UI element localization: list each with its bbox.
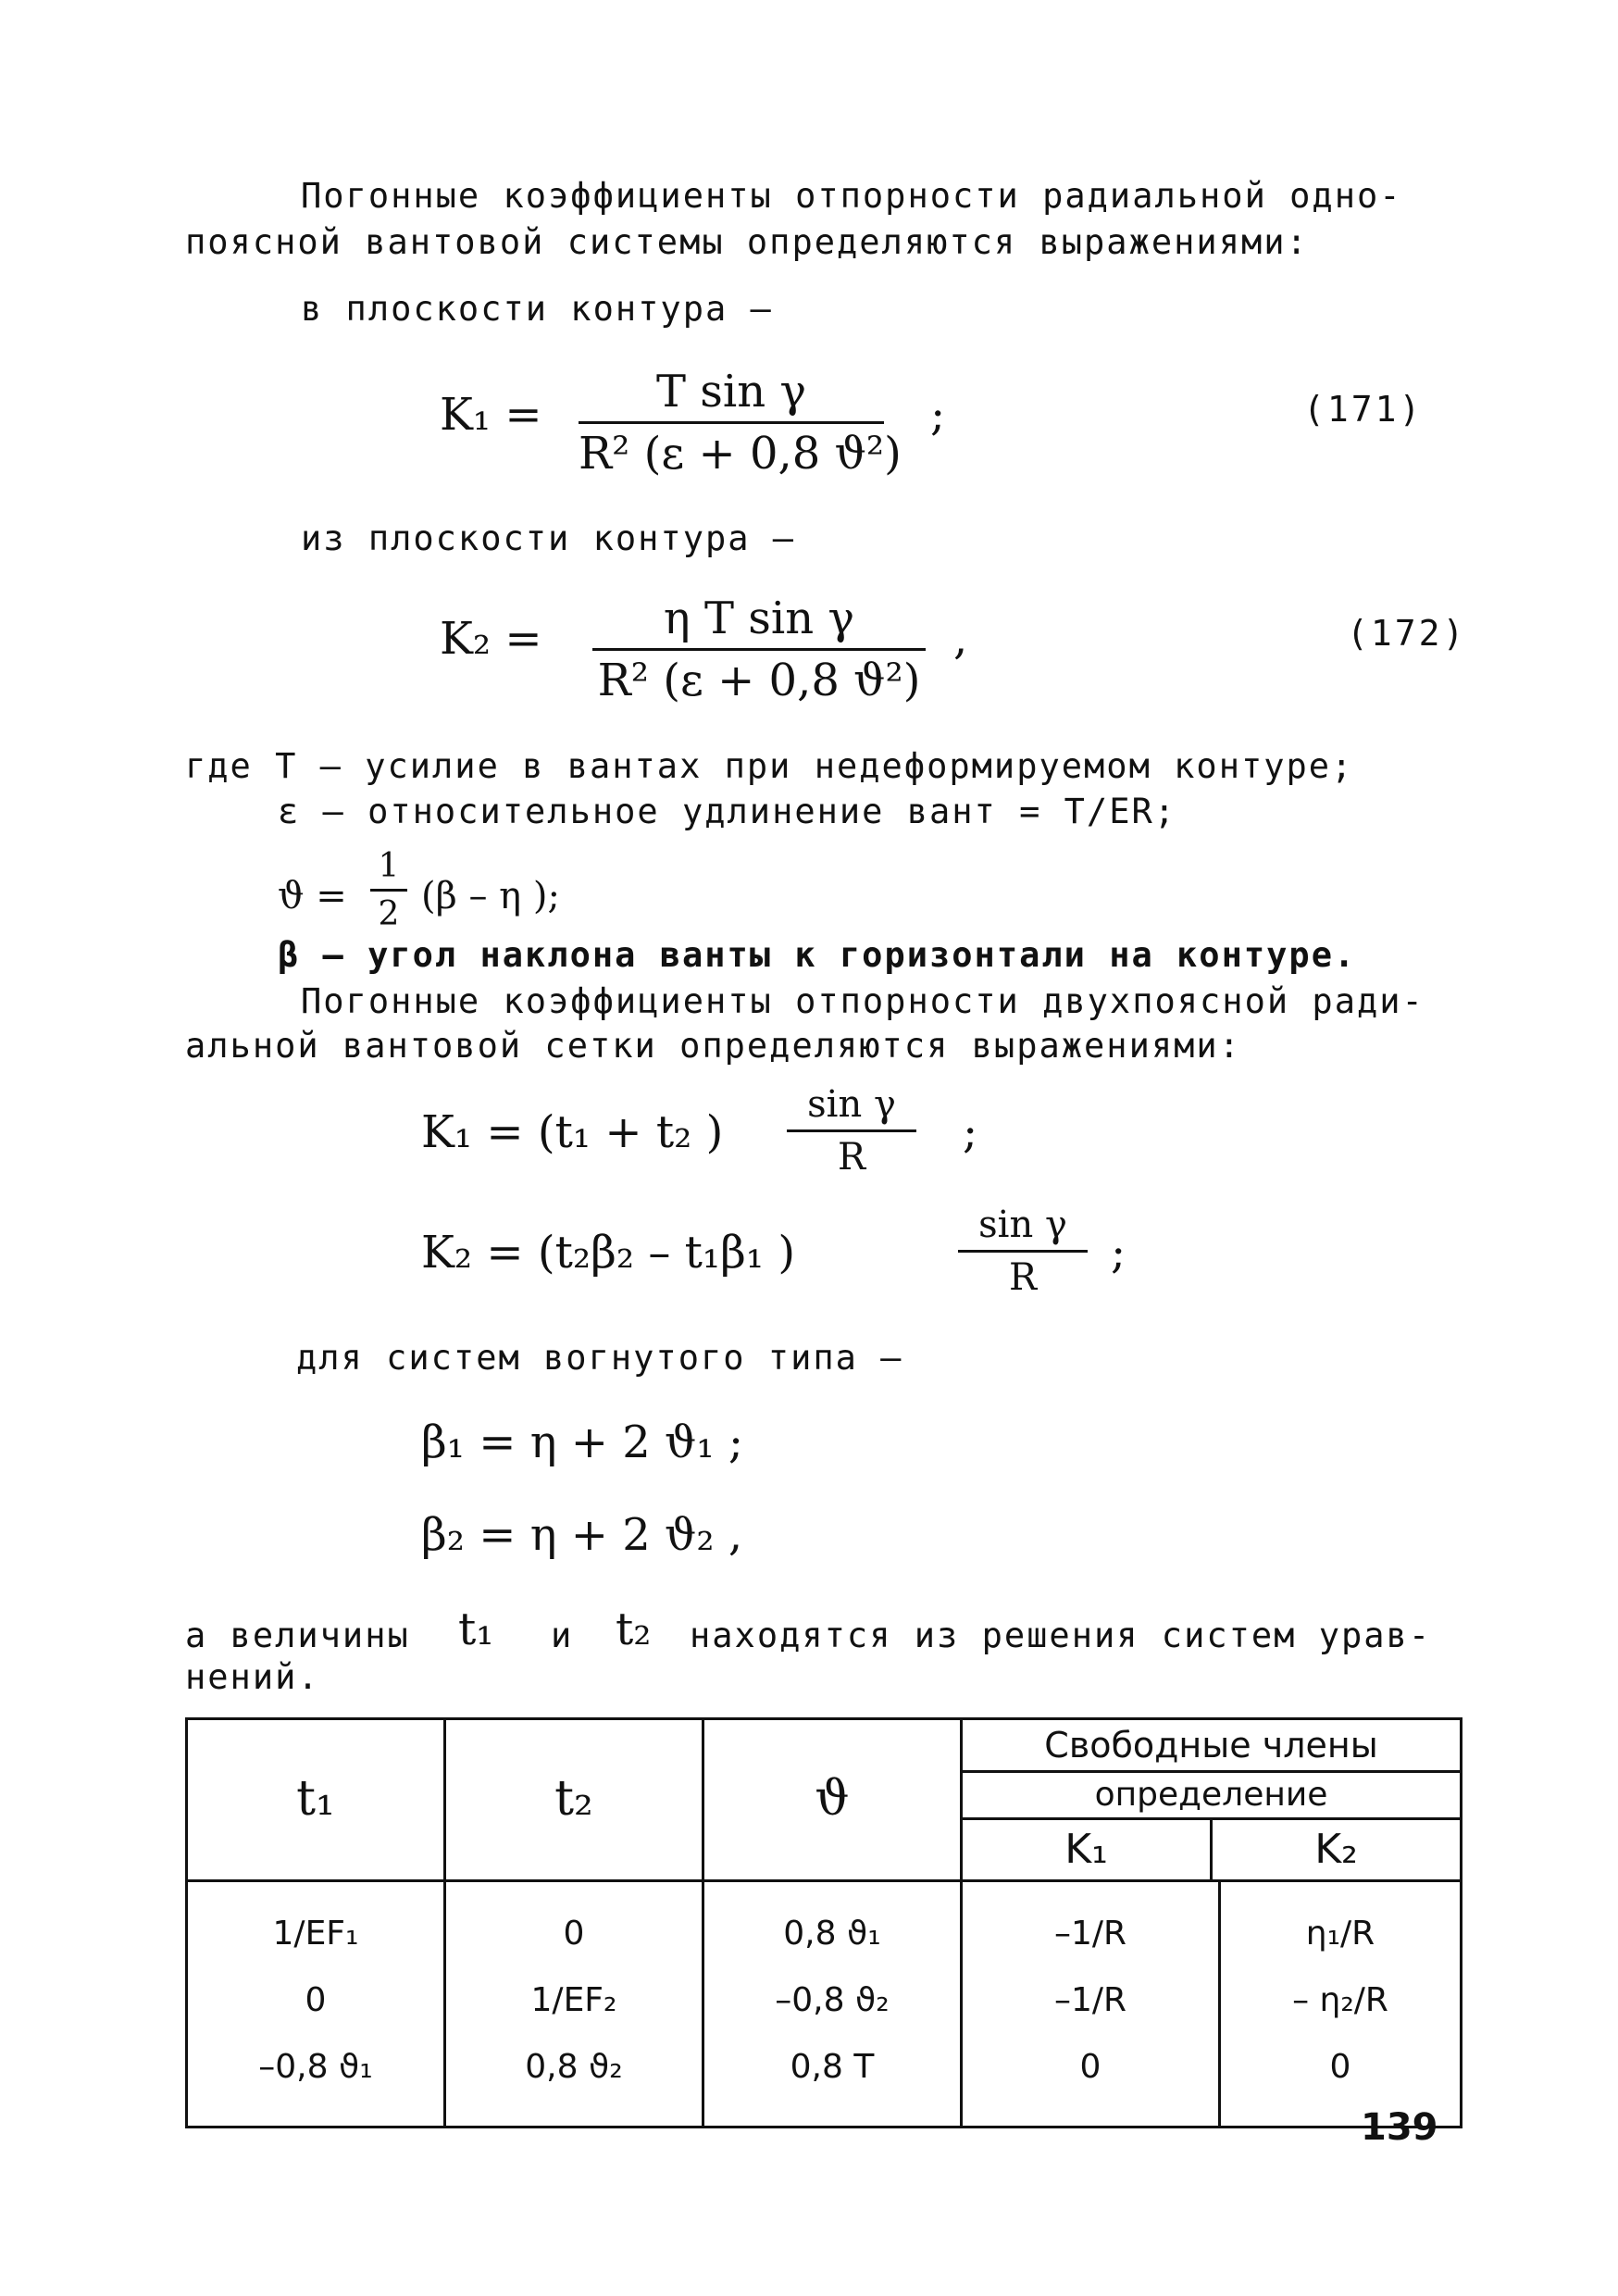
table-cell: 1/EF₂ [445, 1967, 703, 2034]
table-row [187, 1881, 1462, 1968]
header-k1: K₁ [963, 1820, 1213, 1879]
k1-two-belt-lhs: K₁ = (t₁ + t₂ ) [421, 1106, 724, 1158]
formula-171-tail: ; [930, 389, 946, 441]
values-line-1-end: находятся из решения систем урав- [690, 1616, 1432, 1655]
theta-formula-tail: (β – η ); [421, 875, 560, 917]
header-theta: ϑ [703, 1719, 962, 1881]
theta-formula-lhs: ϑ = [278, 875, 347, 917]
table-row [187, 1967, 1462, 2034]
k1-two-belt-tail: ; [963, 1106, 978, 1158]
k2-two-belt-fraction [958, 1204, 1088, 1299]
k1-two-belt-denominator: R [837, 1136, 866, 1179]
table-cell: 0 [1220, 2034, 1462, 2127]
fraction-bar [958, 1250, 1088, 1253]
header-definition: определение [963, 1770, 1460, 1817]
beta2-formula: β₂ = η + 2 ϑ₂ , [421, 1509, 743, 1561]
definition-beta: β – угол наклона ванты к горизонтали на контуре. [278, 935, 1357, 975]
header-free-terms: Свободные члены [1044, 1725, 1378, 1766]
k1-two-belt-numerator: sin γ [807, 1083, 896, 1126]
fraction-bar [370, 889, 407, 892]
page-number: 139 [1361, 2106, 1438, 2149]
table-cell: 0,8 ϑ₁ [703, 1881, 962, 1968]
values-t2: t₂ [616, 1603, 652, 1655]
beta1-formula: β₁ = η + 2 ϑ₁ ; [421, 1416, 743, 1468]
values-line-1-start: а величины [185, 1616, 410, 1655]
paragraph-2-line-1: Погонные коэффициенты отпорности двухпоясной ради- [301, 981, 1425, 1021]
table-header-row [187, 1719, 1462, 1881]
fraction-bar [579, 421, 884, 424]
formula-172-fraction [592, 593, 926, 706]
table-cell: 0,8 T [703, 2034, 962, 2127]
table-row [187, 2034, 1462, 2127]
paragraph-1-line-2: поясной вантовой системы определяются выражениями: [185, 222, 1309, 262]
equation-number-172: (172) [1347, 613, 1467, 654]
in-plane-label: в плоскости контура – [301, 289, 773, 329]
table-cell: –0,8 ϑ₂ [703, 1967, 962, 2034]
table-cell: –1/R [962, 1881, 1220, 1968]
fraction-bar [592, 648, 926, 651]
formula-171-numerator: T sin γ [655, 366, 807, 418]
header-t1: t₁ [187, 1719, 445, 1881]
fraction-bar [787, 1129, 916, 1132]
table-cell: –1/R [962, 1967, 1220, 2034]
header-t2: t₂ [445, 1719, 703, 1881]
header-free-terms-group [962, 1719, 1462, 1881]
formula-172-lhs: K₂ = [440, 613, 542, 665]
table-cell: 0,8 ϑ₂ [445, 2034, 703, 2127]
formula-172-denominator: R² (ε + 0,8 ϑ²) [597, 655, 921, 706]
theta-fraction [370, 847, 407, 933]
definition-epsilon: ε – относительное удлинение вант = Т/ЕR; [278, 792, 1177, 831]
table-cell: – η₂/R [1220, 1967, 1462, 2034]
concave-systems-label: для систем вогнутого типа – [296, 1338, 903, 1378]
formula-171-lhs: K₁ = [440, 389, 542, 441]
values-line-2: нений. [185, 1657, 320, 1697]
out-of-plane-label: из плоскости контура – [301, 518, 796, 558]
k2-two-belt-denominator: R [1008, 1256, 1038, 1299]
header-k-row [963, 1817, 1460, 1879]
header-k2: K₂ [1314, 1826, 1358, 1873]
k1-two-belt-fraction [787, 1083, 916, 1179]
formula-172-tail: , [953, 613, 968, 665]
table-cell: –0,8 ϑ₁ [187, 2034, 445, 2127]
formula-171-denominator: R² (ε + 0,8 ϑ²) [579, 428, 902, 480]
theta-denominator: 2 [378, 895, 400, 933]
k2-two-belt-tail: ; [1111, 1227, 1126, 1279]
paragraph-2-line-2: альной вантовой сетки определяются выражениями: [185, 1026, 1241, 1066]
table-cell: 1/EF₁ [187, 1881, 445, 1968]
values-t1: t₁ [458, 1603, 494, 1655]
free-terms-table [185, 1717, 1462, 2128]
table-cell: 0 [962, 2034, 1220, 2127]
paragraph-1-line-1: Погонные коэффициенты отпорности радиальной одно- [301, 176, 1402, 216]
table-cell: 0 [187, 1967, 445, 2034]
k2-two-belt-numerator: sin γ [978, 1204, 1067, 1246]
theta-numerator: 1 [378, 847, 400, 885]
definition-T: где Т – усилие в вантах при недеформируемом контуре; [185, 746, 1354, 786]
table-cell: η₁/R [1220, 1881, 1462, 1968]
table-cell: 0 [445, 1881, 703, 1968]
formula-171-fraction [579, 366, 902, 480]
equation-number-171: (171) [1303, 389, 1424, 430]
k2-two-belt-lhs: K₂ = (t₂β₂ – t₁β₁ ) [421, 1227, 796, 1279]
formula-172-numerator: η T sin γ [663, 593, 855, 644]
values-and: и [551, 1616, 574, 1655]
